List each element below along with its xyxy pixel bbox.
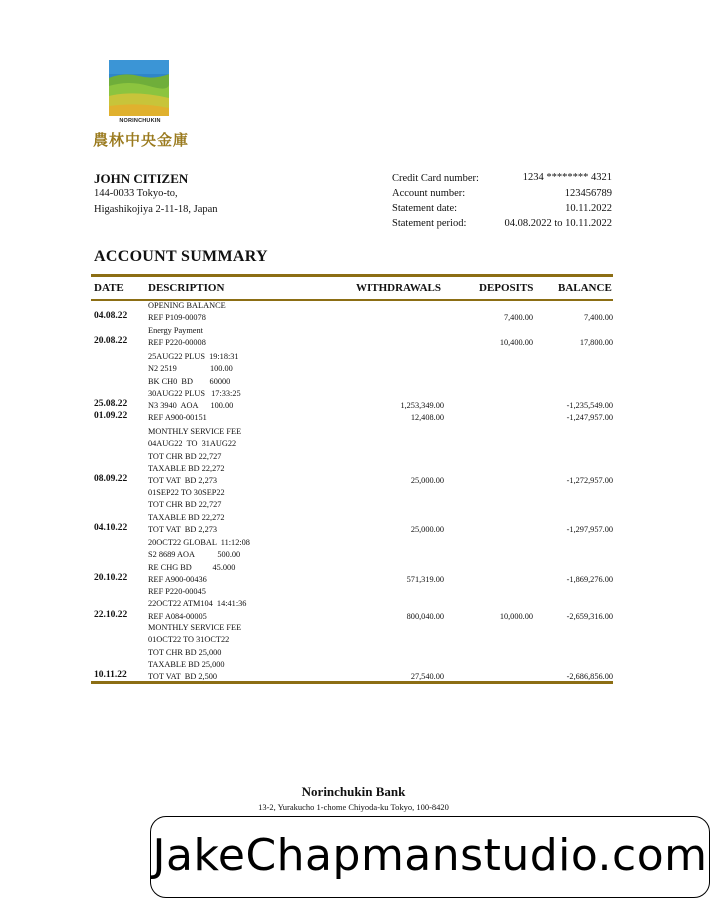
transaction-description-line: S2 8689 AOA 500.00 xyxy=(148,550,241,560)
transaction-description-line: REF P220-00045 xyxy=(148,587,206,596)
landscape-logo-image xyxy=(109,60,169,116)
transaction-date: 04.08.22 xyxy=(94,311,128,322)
transaction-deposit: 7,400.00 xyxy=(503,313,533,323)
logo-japanese-name: 農林中央金庫 xyxy=(93,131,190,149)
customer-address-line1: 144-0033 Tokyo-to, xyxy=(94,188,178,199)
transaction-balance: -1,247,957.00 xyxy=(566,413,613,422)
statement-period-value: 04.08.2022 to 10.11.2022 xyxy=(504,218,612,229)
transaction-date: 22.10.22 xyxy=(94,609,128,620)
transaction-description-line: TOT VAT BD 2,273 xyxy=(148,476,218,486)
transaction-balance: -1,272,957.00 xyxy=(566,476,613,486)
transaction-withdrawal: 12,408.00 xyxy=(410,413,444,422)
transaction-date: 01.09.22 xyxy=(94,411,128,421)
header-date: DATE xyxy=(94,282,124,294)
transaction-withdrawal: 25,000.00 xyxy=(410,524,444,534)
transaction-withdrawal: 1,253,349.00 xyxy=(400,401,444,411)
transaction-description-line: BK CH0 BD 60000 xyxy=(148,376,231,386)
transaction-description-line: TOT VAT BD 2,500 xyxy=(148,672,218,682)
transaction-withdrawal: 571,319.00 xyxy=(406,574,444,584)
statement-date-label: Statement date: xyxy=(392,203,458,214)
card-number-value: 1234 ******** 4321 xyxy=(522,172,612,183)
customer-address-line2: Higashikojiya 2-11-18, Japan xyxy=(94,204,218,215)
transaction-description-line: 30AUG22 PLUS 17:33:25 xyxy=(148,388,241,398)
transaction-description-line: TAXABLE BD 22,272 xyxy=(148,512,225,522)
transaction-balance: -2,686,856.00 xyxy=(566,672,613,682)
statement-period-label: Statement period: xyxy=(392,218,467,229)
transaction-description-line: 04AUG22 TO 31AUG22 xyxy=(148,439,237,449)
transaction-description-line: TOT CHR BD 25,000 xyxy=(148,647,222,657)
bank-logo xyxy=(109,60,169,116)
transaction-description-line: TOT CHR BD 22,727 xyxy=(148,500,222,510)
logo-wordmark: NORINCHUKIN xyxy=(119,118,161,124)
transaction-description-line: 01OCT22 TO 31OCT22 xyxy=(148,635,230,645)
header-balance: BALANCE xyxy=(558,282,612,294)
transaction-withdrawal: 25,000.00 xyxy=(410,476,444,486)
table-bottom-rule xyxy=(91,681,613,684)
transaction-balance: -1,869,276.00 xyxy=(566,574,613,584)
footer-bank-address: 13-2, Yurakucho 1-chome Chiyoda-ku Tokyo, 100-8420 xyxy=(258,802,449,812)
transaction-date: 20.10.22 xyxy=(94,572,128,583)
transaction-description-line: REF P109-00078 xyxy=(148,313,206,323)
transaction-description-line: OPENING BALANCE xyxy=(148,301,226,310)
transaction-description-line: MONTHLY SERVICE FEE xyxy=(148,623,242,632)
transaction-deposit: 10,400.00 xyxy=(499,338,533,348)
transaction-balance: -1,235,549.00 xyxy=(566,401,613,411)
transaction-description-line: REF A084-00005 xyxy=(148,611,207,621)
transaction-description-line: REF P220-00008 xyxy=(148,338,206,348)
transaction-description-line: RE CHG BD 45.000 xyxy=(148,562,236,572)
transaction-balance: -1,297,957.00 xyxy=(566,524,613,534)
transaction-description-line: REF A900-00436 xyxy=(148,574,207,584)
transaction-withdrawal: 800,040.00 xyxy=(406,611,444,621)
transaction-balance: -2,659,316.00 xyxy=(566,611,613,621)
transaction-description-line: N2 2519 100.00 xyxy=(148,364,233,374)
transaction-withdrawal: 27,540.00 xyxy=(410,672,444,682)
account-number-value: 123456789 xyxy=(564,188,612,199)
transaction-date: 04.10.22 xyxy=(94,522,128,533)
transaction-description-line: N3 3940 AOA 100.00 xyxy=(148,401,234,411)
header-description: DESCRIPTION xyxy=(148,282,225,294)
statement-date-value: 10.11.2022 xyxy=(565,203,612,214)
transaction-description-line: 22OCT22 ATM104 14:41:36 xyxy=(148,599,247,609)
transaction-description-line: Energy Payment xyxy=(148,326,203,335)
transaction-date: 25.08.22 xyxy=(94,399,128,410)
transaction-description-line: MONTHLY SERVICE FEE xyxy=(148,427,242,436)
transaction-description-line: 01SEP22 TO 30SEP22 xyxy=(148,488,225,497)
table-top-rule xyxy=(91,274,613,277)
transaction-description-line: TOT VAT BD 2,273 xyxy=(148,524,218,534)
transaction-description-line: TAXABLE BD 25,000 xyxy=(148,659,225,669)
transaction-description-line: TOT CHR BD 22,727 xyxy=(148,451,222,461)
account-number-label: Account number: xyxy=(392,188,466,199)
transaction-date: 08.09.22 xyxy=(94,474,128,485)
transaction-date: 20.08.22 xyxy=(94,336,128,347)
transaction-date: 10.11.22 xyxy=(94,670,127,681)
transaction-description-line: REF A900-00151 xyxy=(148,413,207,422)
transaction-deposit: 10,000.00 xyxy=(499,611,533,621)
transaction-description-line: 25AUG22 PLUS 19:18:31 xyxy=(148,352,239,361)
transaction-description-line: 20OCT22 GLOBAL 11:12:08 xyxy=(148,538,250,547)
header-deposits: DEPOSITS xyxy=(479,282,534,294)
customer-name: JOHN CITIZEN xyxy=(94,171,189,186)
footer-bank-name: Norinchukin Bank xyxy=(301,784,406,799)
transaction-balance: 17,800.00 xyxy=(579,338,613,348)
watermark-banner: JakeChapmanstudio.com xyxy=(150,816,710,898)
header-withdrawals: WITHDRAWALS xyxy=(356,282,441,294)
transaction-balance: 7,400.00 xyxy=(583,313,613,323)
account-summary-title: ACCOUNT SUMMARY xyxy=(94,248,268,265)
transaction-description-line: TAXABLE BD 22,272 xyxy=(148,463,225,473)
card-number-label: Credit Card number: xyxy=(392,173,479,184)
